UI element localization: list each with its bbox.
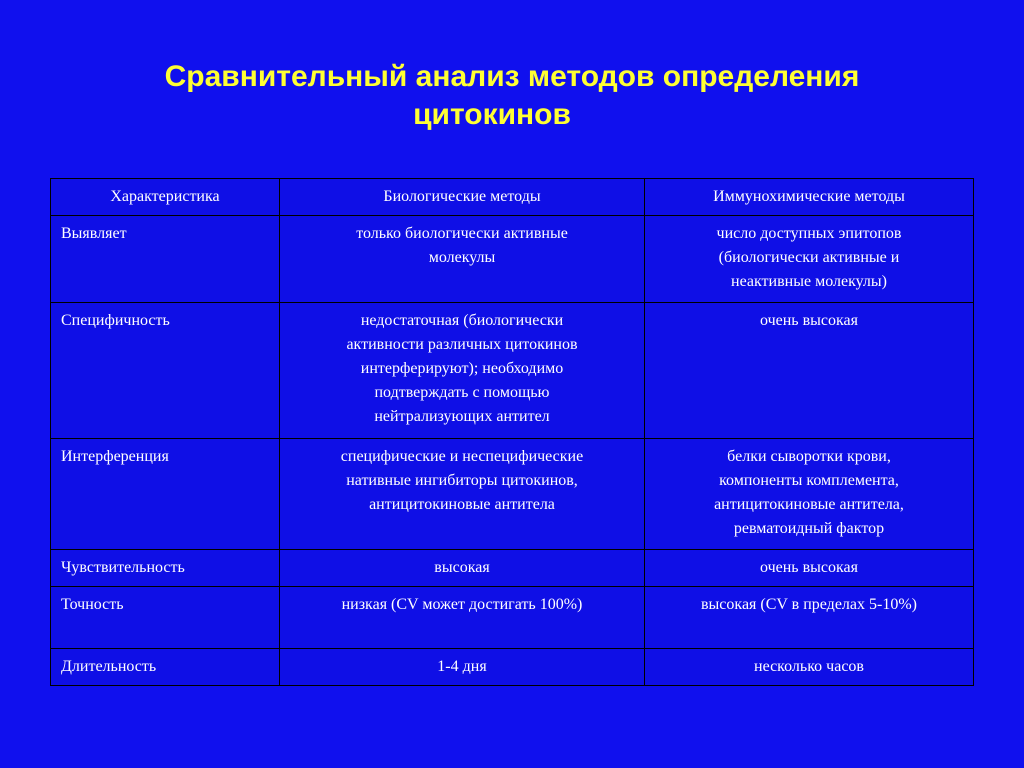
header-biological-methods: Биологические методы <box>280 179 645 216</box>
immunochemical-cell: очень высокая <box>645 303 974 439</box>
biological-cell: недостаточная (биологически активности различных цитокинов интерферируют); необходимо подтверждать с помощью нейтрализующих антител <box>280 303 645 439</box>
title-line-2: цитокинов <box>413 98 571 131</box>
header-immunochemical-methods: Иммунохимические методы <box>645 179 974 216</box>
immunochemical-cell: высокая (CV в пределах 5-10%) <box>645 587 974 649</box>
biological-cell: низкая (CV может достигать 100%) <box>280 587 645 649</box>
characteristic-cell: Специфичность <box>51 303 280 439</box>
table-row <box>51 550 974 587</box>
characteristic-cell: Точность <box>51 587 280 649</box>
table-row <box>51 303 974 439</box>
immunochemical-cell: белки сыворотки крови, компоненты комплемента, антицитокиновые антитела, ревматоидный фактор <box>645 439 974 550</box>
immunochemical-cell: несколько часов <box>645 649 974 686</box>
immunochemical-cell: число доступных эпитопов (биологически активные и неактивные молекулы) <box>645 216 974 303</box>
table-header-row <box>51 179 974 216</box>
comparison-table <box>50 178 974 686</box>
characteristic-cell: Интерференция <box>51 439 280 550</box>
table-row <box>51 587 974 649</box>
biological-cell: только биологически активные молекулы <box>280 216 645 303</box>
table-row <box>51 216 974 303</box>
characteristic-cell: Чувствительность <box>51 550 280 587</box>
immunochemical-cell: очень высокая <box>645 550 974 587</box>
biological-cell: 1-4 дня <box>280 649 645 686</box>
table-row <box>51 439 974 550</box>
table-row <box>51 649 974 686</box>
header-characteristic: Характеристика <box>51 179 280 216</box>
slide-title <box>0 58 1024 134</box>
biological-cell: специфические и неспецифические нативные ингибиторы цитокинов, антицитокиновые антитела <box>280 439 645 550</box>
biological-cell: высокая <box>280 550 645 587</box>
characteristic-cell: Длительность <box>51 649 280 686</box>
characteristic-cell: Выявляет <box>51 216 280 303</box>
title-line-1: Сравнительный анализ методов определения <box>164 60 860 93</box>
